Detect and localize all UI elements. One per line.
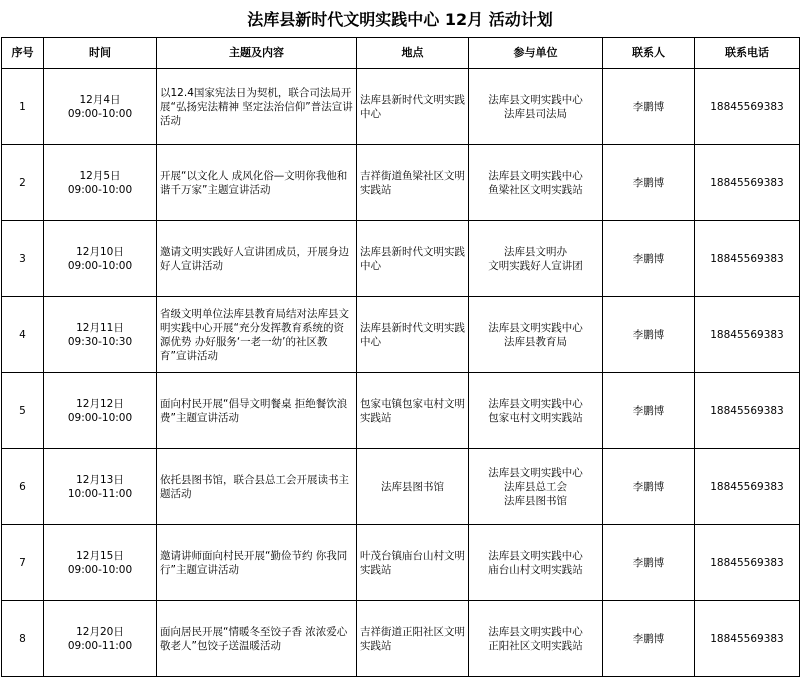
header-phone: 联系电话 [695, 38, 800, 69]
row-topic: 开展“以文化人 成风化俗—文明你我他和谐千万家”主题宣讲活动 [157, 145, 357, 221]
row-phone: 18845569383 [695, 449, 800, 525]
row-phone: 18845569383 [695, 69, 800, 145]
row-index: 4 [2, 297, 44, 373]
row-contact: 李鹏博 [603, 525, 695, 601]
row-units: 法库县文明实践中心 正阳社区文明实践站 [469, 601, 603, 677]
table-row [2, 145, 800, 221]
row-units: 法库县文明实践中心 法库县教育局 [469, 297, 603, 373]
row-place: 吉祥街道正阳社区文明实践站 [357, 601, 469, 677]
row-contact: 李鹏博 [603, 145, 695, 221]
table-row [2, 449, 800, 525]
header-time: 时间 [44, 38, 157, 69]
row-phone: 18845569383 [695, 297, 800, 373]
row-topic: 面向居民开展“情暖冬至饺子香 浓浓爱心敬老人”包饺子送温暖活动 [157, 601, 357, 677]
row-index: 8 [2, 601, 44, 677]
row-contact: 李鹏博 [603, 601, 695, 677]
row-index: 1 [2, 69, 44, 145]
row-index: 6 [2, 449, 44, 525]
row-time: 12月13日 10:00-11:00 [44, 449, 157, 525]
row-place: 法库县新时代文明实践中心 [357, 297, 469, 373]
row-place: 法库县图书馆 [357, 449, 469, 525]
row-index: 3 [2, 221, 44, 297]
table-row [2, 69, 800, 145]
row-units: 法库县文明实践中心 包家屯村文明实践站 [469, 373, 603, 449]
row-units: 法库县文明实践中心 法库县总工会 法库县图书馆 [469, 449, 603, 525]
header-topic: 主题及内容 [157, 38, 357, 69]
row-contact: 李鹏博 [603, 297, 695, 373]
row-contact: 李鹏博 [603, 373, 695, 449]
row-time: 12月20日 09:00-11:00 [44, 601, 157, 677]
row-units: 法库县文明实践中心 庙台山村文明实践站 [469, 525, 603, 601]
row-time: 12月10日 09:00-10:00 [44, 221, 157, 297]
table-row [2, 373, 800, 449]
header-units: 参与单位 [469, 38, 603, 69]
header-place: 地点 [357, 38, 469, 69]
row-time: 12月12日 09:00-10:00 [44, 373, 157, 449]
row-place: 包家屯镇包家屯村文明实践站 [357, 373, 469, 449]
row-contact: 李鹏博 [603, 449, 695, 525]
activity-plan-table [1, 37, 800, 677]
row-time: 12月11日 09:30-10:30 [44, 297, 157, 373]
row-place: 法库县新时代文明实践中心 [357, 69, 469, 145]
row-time: 12月4日 09:00-10:00 [44, 69, 157, 145]
row-phone: 18845569383 [695, 525, 800, 601]
row-index: 5 [2, 373, 44, 449]
table-header-row [2, 38, 800, 69]
row-topic: 省级文明单位法库县教育局结对法库县文明实践中心开展“充分发挥教育系统的资源优势 办好服务‘一老一幼’的社区教育”宣讲活动 [157, 297, 357, 373]
row-units: 法库县文明办 文明实践好人宣讲团 [469, 221, 603, 297]
row-time: 12月15日 09:00-10:00 [44, 525, 157, 601]
row-index: 7 [2, 525, 44, 601]
table-row [2, 525, 800, 601]
row-topic: 依托县图书馆，联合县总工会开展读书主题活动 [157, 449, 357, 525]
row-topic: 邀请文明实践好人宣讲团成员，开展身边好人宣讲活动 [157, 221, 357, 297]
row-contact: 李鹏博 [603, 221, 695, 297]
row-place: 叶茂台镇庙台山村文明实践站 [357, 525, 469, 601]
row-topic: 邀请讲师面向村民开展“勤俭节约 你我同行”主题宣讲活动 [157, 525, 357, 601]
row-phone: 18845569383 [695, 221, 800, 297]
row-phone: 18845569383 [695, 373, 800, 449]
table-row [2, 221, 800, 297]
row-units: 法库县文明实践中心 法库县司法局 [469, 69, 603, 145]
row-phone: 18845569383 [695, 601, 800, 677]
row-phone: 18845569383 [695, 145, 800, 221]
page-title: 法库县新时代文明实践中心 12月 活动计划 [247, 10, 553, 29]
row-topic: 以12.4国家宪法日为契机，联合司法局开展“弘扬宪法精神 坚定法治信仰”普法宣讲活动 [157, 69, 357, 145]
row-contact: 李鹏博 [603, 69, 695, 145]
header-index: 序号 [2, 38, 44, 69]
row-place: 法库县新时代文明实践中心 [357, 221, 469, 297]
row-time: 12月5日 09:00-10:00 [44, 145, 157, 221]
table-row [2, 601, 800, 677]
header-contact: 联系人 [603, 38, 695, 69]
row-topic: 面向村民开展“倡导文明餐桌 拒绝餐饮浪费”主题宣讲活动 [157, 373, 357, 449]
row-units: 法库县文明实践中心 鱼梁社区文明实践站 [469, 145, 603, 221]
table-row [2, 297, 800, 373]
row-place: 吉祥街道鱼梁社区文明实践站 [357, 145, 469, 221]
row-index: 2 [2, 145, 44, 221]
